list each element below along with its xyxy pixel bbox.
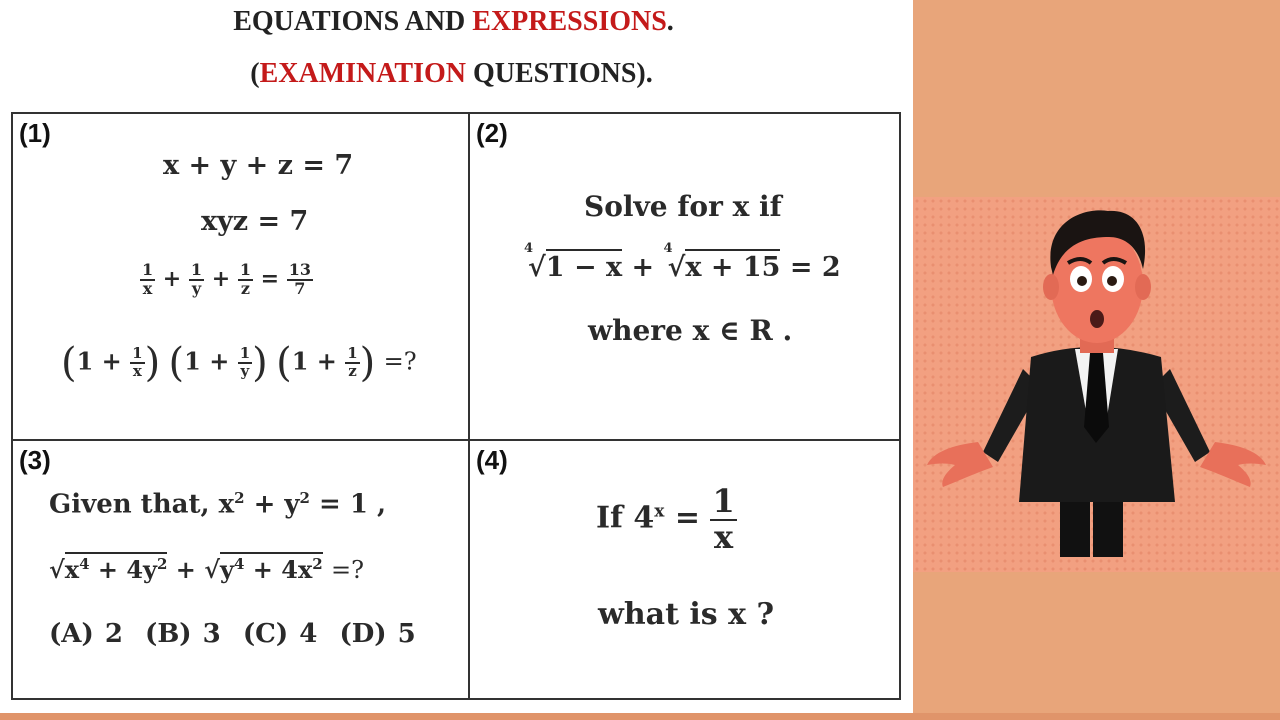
question-2-prompt: Solve for x if [584,190,782,223]
equation-radicals: $^4$√1 − x + $^4$√x + 15 = 2 [524,241,841,283]
bottom-strip [0,713,1280,720]
question-2-cell [470,114,899,439]
question-4-prompt: what is x ? [598,597,775,632]
question-number: (3) [19,445,51,475]
page-subtitle: (EXAMINATION QUESTIONS). [250,58,653,89]
question-number: (2) [476,118,508,148]
given-statement: Given that, $x^2 + y^2 = 1$ , [49,489,387,520]
equation-exponential: If $4^x$ = $\frac{1}{x}$ [596,482,735,556]
domain-statement: where x ∈ R . [588,314,793,347]
equation-reciprocal-sum: $\frac{1}{x}$ + $\frac{1}{y}$ + $\frac{1}{z}$ = $\frac{13}{7}$ [142,260,311,298]
question-4-cell [470,441,899,698]
expression-roots: $√x^4 + 4y^2 + √y^4 + 4x^2$ =? [49,555,364,584]
option-c: (C) 4 [242,619,318,649]
page-title: EQUATIONS AND EXPRESSIONS. [233,6,674,37]
answer-options [49,619,416,649]
question-3-cell [13,441,468,698]
confused-businessman-illustration [913,197,1280,572]
question-grid [11,112,901,700]
equation-product: xyz = 7 [201,206,309,237]
question-number: (1) [19,118,51,148]
option-a: (A) 2 [49,619,123,649]
expression-product: (1 + $\frac{1}{x}$ ) (1 + $\frac{1}{y}$ ) (1 + $\frac{1}{z}$ ) =? [61,340,417,386]
question-1-cell [13,114,468,439]
option-d: (D) 5 [339,619,416,649]
option-b: (B) 3 [145,619,221,649]
businessman-icon [913,197,1280,572]
equation-sum: x + y + z = 7 [163,150,354,181]
question-number: (4) [476,445,508,475]
